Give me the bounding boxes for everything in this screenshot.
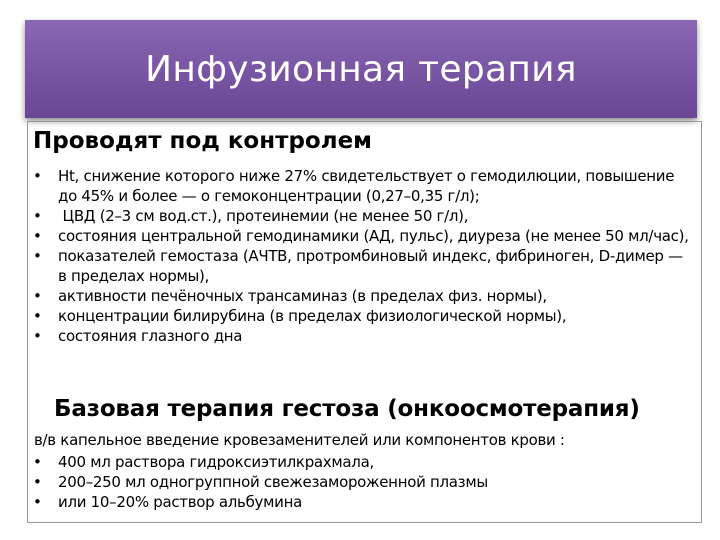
list-item xyxy=(31,452,691,472)
list-item xyxy=(31,286,691,306)
bullet-icon: • xyxy=(33,453,42,471)
bullet-icon: • xyxy=(33,473,42,491)
content-panel xyxy=(27,121,702,523)
list-item xyxy=(31,166,691,206)
slide-title: Инфузионная терапия xyxy=(145,48,577,90)
bullet-icon: • xyxy=(33,307,42,325)
monitoring-list xyxy=(31,166,691,346)
bullet-icon: • xyxy=(33,167,42,185)
list-item-text: 200–250 мл одногруппной свежезамороженной плазмы xyxy=(58,473,488,491)
list-item-text: состояния глазного дна xyxy=(58,327,243,345)
list-item xyxy=(31,326,691,346)
bullet-icon: • xyxy=(33,247,42,265)
list-item-text: Ht, снижение которого ниже 27% свидетельствует о гемодилюции, повышение до 45% и более — о гемоконцентрации (0,27–0,35 г/л); xyxy=(58,167,675,205)
list-item-text: показателей гемостаза (АЧТВ, протромбиновый индекс, фибриноген, D-димер — в пределах нормы), xyxy=(58,247,683,285)
title-banner xyxy=(25,20,697,118)
bullet-icon: • xyxy=(33,493,42,511)
list-item xyxy=(31,206,691,226)
list-item-text: 400 мл раствора гидроксиэтилкрахмала, xyxy=(58,453,374,471)
section-heading-monitoring: Проводят под контролем xyxy=(33,128,372,154)
section-heading-therapy: Базовая терапия гестоза (онкоосмотерапия) xyxy=(54,396,640,422)
bullet-icon: • xyxy=(33,227,42,245)
bullet-icon: • xyxy=(33,207,42,225)
list-item xyxy=(31,472,691,492)
list-item-text: концентрации билирубина (в пределах физиологической нормы), xyxy=(58,307,567,325)
list-item xyxy=(31,492,691,512)
list-item xyxy=(31,306,691,326)
therapy-list xyxy=(31,452,691,512)
list-item xyxy=(31,246,691,286)
bullet-icon: • xyxy=(33,327,42,345)
list-item-text: или 10–20% раствор альбумина xyxy=(58,493,302,511)
therapy-intro: в/в капельное введение кровезаменителей или компонентов крови : xyxy=(34,431,565,449)
list-item-text: состояния центральной гемодинамики (АД, пульс), диуреза (не менее 50 мл/час), xyxy=(58,227,689,245)
list-item-text: ЦВД (2–3 см вод.ст.), протеинемии (не менее 50 г/л), xyxy=(58,207,469,225)
bullet-icon: • xyxy=(33,287,42,305)
list-item-text: активности печёночных трансаминаз (в пределах физ. нормы), xyxy=(58,287,547,305)
list-item xyxy=(31,226,691,246)
